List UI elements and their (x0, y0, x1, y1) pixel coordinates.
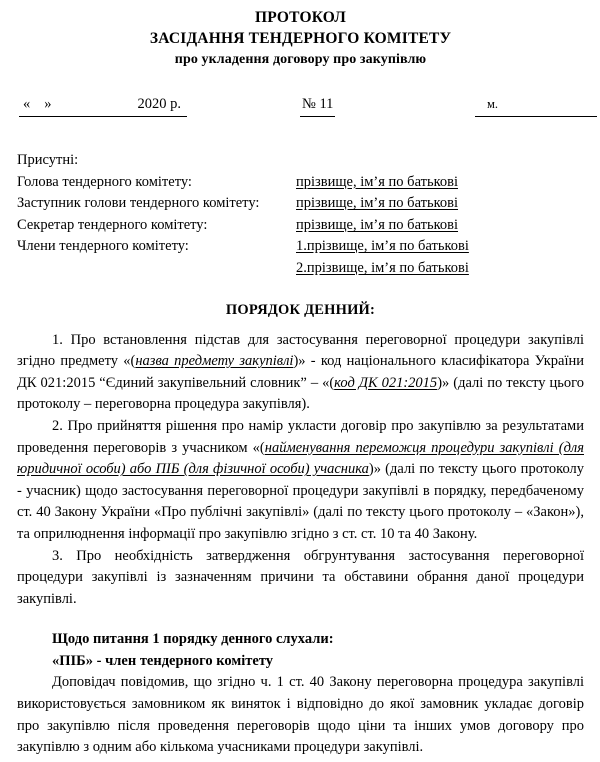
attendee-row (17, 215, 584, 237)
agenda-item-1-text-c: )» (далі по тексту цього протоколу – переговорна процедура закупівля). (17, 374, 584, 413)
attendee-value: прізвище, ім’я по батькові (296, 195, 459, 212)
attendee-value: прізвище, ім’я по батькові (296, 173, 459, 190)
attendee-value: 1.прізвище, ім’я по батькові (296, 238, 469, 255)
spacer (17, 610, 584, 629)
agenda-item-2-text-a: 2. Про прийняття рішення про намір укласти договір про закупівлю за результатами проведення переговорів з учасником «( (17, 417, 584, 456)
protocol-number: № 11 (300, 96, 335, 117)
date-quote-open: « (23, 96, 31, 112)
attendee-row (17, 193, 584, 215)
document-meta-row (17, 96, 584, 120)
date-quote-close: » (44, 96, 52, 112)
agenda-item-2-text-b: )» (далі по тексту цього протоколу - учасник) щодо застосування переговорної процедури закупівлі в порядку, передбаченому ст. 40 Закону України «Про публічні закупівлі» (далі по тексту цього протоколу – «Закон»), та оприлюднення інформації про закупівлю згідно з ст. ст. 10 та 40 Закону. (17, 461, 584, 542)
agenda-item-1-placeholder-code: код ДК 021:2015 (334, 374, 438, 391)
attendees-heading: Присутні: (17, 152, 79, 168)
agenda-item-1-quote-open: «( (123, 353, 136, 370)
agenda-item-1-text-a: 1. Про встановлення підстав для застосування переговорної процедури закупівлі згідно предмету (17, 331, 584, 370)
hearing-speaker: «ПІБ» - член тендерного комітету (52, 652, 274, 669)
attendee-value: 2.прізвище, ім’я по батькові (296, 259, 469, 276)
agenda-item-1 (17, 330, 584, 416)
document-subtitle: про укладення договору про закупівлю (174, 52, 427, 67)
hearing-heading: Щодо питання 1 порядку денного слухали: (52, 631, 334, 648)
date-year: 2020 р. (137, 96, 181, 112)
attendees-section (17, 150, 584, 280)
place-field (475, 96, 597, 117)
attendee-label: Заступник голови тендерного комітету: (17, 195, 260, 212)
place-label: м. (487, 97, 499, 111)
attendee-row (17, 236, 584, 258)
agenda-item-3-text: 3. Про необхідність затвердження обгрунтування застосування переговорної процедури закупівлі із зазначенням причини та обставини обрання даної процедури закупівлі. (17, 547, 584, 607)
agenda-item-1-text-b: )» - код національного класифікатора України ДК 021:2015 “Єдиний закупівельний словник” – «( (17, 353, 584, 391)
attendee-label: Члени тендерного комітету: (17, 238, 189, 255)
document-title-line-1: ПРОТОКОЛ (255, 9, 346, 26)
spacer (17, 319, 584, 330)
agenda-item-2-placeholder-winner: найменування переможця процедури закупівлі (для юридичної особи) або ПІБ (для фізичної особи) учасника (17, 439, 584, 478)
attendee-value: прізвище, ім’я по батькові (296, 216, 459, 233)
agenda-heading: ПОРЯДОК ДЕННИЙ: (225, 301, 376, 318)
document-title-block (17, 0, 584, 70)
attendee-label: Секретар тендерного комітету: (17, 216, 208, 233)
attendee-label: Голова тендерного комітету: (17, 173, 192, 190)
date-field (19, 96, 187, 117)
attendee-row-extra (17, 258, 584, 280)
document-title-line-2: ЗАСІДАННЯ ТЕНДЕРНОГО КОМІТЕТУ (149, 30, 452, 47)
attendee-row (17, 172, 584, 194)
agenda-item-2 (17, 416, 584, 546)
agenda-item-1-placeholder-subject: назва предмету закупівлі (135, 353, 294, 370)
agenda-item-3 (17, 546, 584, 611)
hearing-body: Доповідач повідомив, що згідно ч. 1 ст. 40 Закону переговорна процедура закупівлі використовується замовником як виняток і відповідно до якої замовник укладає договір про закупівлю після проведення переговорів щодо ціни та інших умов договору про закупівлю з одним або кількома учасниками процедури закупівлі. (17, 674, 584, 756)
